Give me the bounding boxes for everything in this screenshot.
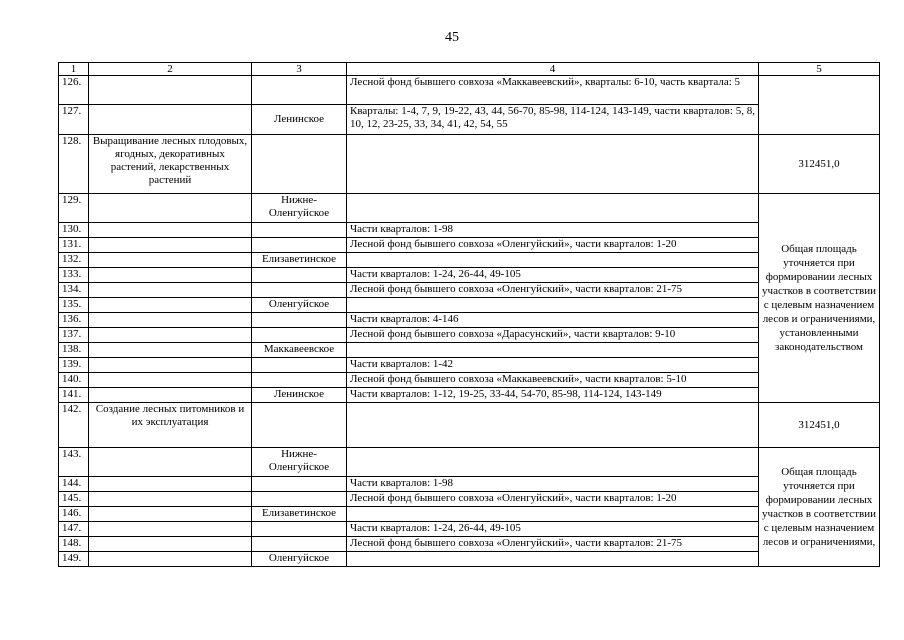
- area-value-cell: 312451,0: [759, 135, 880, 194]
- district-cell: [252, 522, 347, 537]
- usage-type-cell: Выращивание лесных плодовых, ягодных, декоративных растений, лекарственных растений: [89, 135, 252, 194]
- usage-type-cell: [89, 268, 252, 283]
- table-row: [59, 238, 880, 253]
- table-row: [59, 328, 880, 343]
- district-cell: [252, 313, 347, 328]
- table-row: [59, 537, 880, 552]
- district-cell: Ленинское: [252, 105, 347, 135]
- district-cell: Елизаветинское: [252, 507, 347, 522]
- usage-type-cell: Создание лесных питомников и их эксплуатация: [89, 403, 252, 448]
- table-row: [59, 343, 880, 358]
- usage-type-cell: [89, 448, 252, 477]
- table-row: [59, 388, 880, 403]
- row-number: 135.: [59, 298, 89, 313]
- district-cell: [252, 238, 347, 253]
- usage-type-cell: [89, 373, 252, 388]
- district-cell: Ленинское: [252, 388, 347, 403]
- row-number: 136.: [59, 313, 89, 328]
- district-cell: [252, 328, 347, 343]
- row-number: 148.: [59, 537, 89, 552]
- description-cell: Лесной фонд бывшего совхоза «Маккавеевский», кварталы: 6-10, часть квартала: 5: [347, 76, 759, 105]
- row-number: 132.: [59, 253, 89, 268]
- district-cell: [252, 492, 347, 507]
- description-cell: Лесной фонд бывшего совхоза «Оленгуйский», части кварталов: 21-75: [347, 283, 759, 298]
- row-number: 142.: [59, 403, 89, 448]
- column-header-2: 2: [89, 63, 252, 76]
- description-cell: [347, 343, 759, 358]
- table-row: [59, 448, 880, 477]
- description-cell: Лесной фонд бывшего совхоза «Оленгуйский», части кварталов: 21-75: [347, 537, 759, 552]
- district-cell: [252, 135, 347, 194]
- district-cell: [252, 537, 347, 552]
- district-cell: [252, 477, 347, 492]
- header-row: [59, 63, 880, 76]
- usage-type-cell: [89, 253, 252, 268]
- row-number: 130.: [59, 223, 89, 238]
- description-cell: Части кварталов: 1-98: [347, 477, 759, 492]
- row-number: 140.: [59, 373, 89, 388]
- row-number: 137.: [59, 328, 89, 343]
- column-header-3: 3: [252, 63, 347, 76]
- table-row: [59, 283, 880, 298]
- district-cell: [252, 268, 347, 283]
- row-number: 128.: [59, 135, 89, 194]
- table-row: [59, 552, 880, 567]
- usage-type-cell: [89, 358, 252, 373]
- table-row: [59, 223, 880, 238]
- table-row: [59, 477, 880, 492]
- description-cell: Части кварталов: 1-42: [347, 358, 759, 373]
- description-cell: Лесной фонд бывшего совхоза «Дарасунский», части кварталов: 9-10: [347, 328, 759, 343]
- description-cell: Части кварталов: 1-24, 26-44, 49-105: [347, 522, 759, 537]
- table-row: [59, 492, 880, 507]
- area-empty-cell: [759, 76, 880, 135]
- table-row: [59, 403, 880, 448]
- description-cell: Части кварталов: 1-24, 26-44, 49-105: [347, 268, 759, 283]
- district-cell: [252, 76, 347, 105]
- table-row: [59, 313, 880, 328]
- description-cell: Лесной фонд бывшего совхоза «Маккавеевский», части кварталов: 5-10: [347, 373, 759, 388]
- row-number: 149.: [59, 552, 89, 567]
- description-cell: [347, 552, 759, 567]
- forest-use-table: [58, 62, 880, 567]
- description-cell: Части кварталов: 1-98: [347, 223, 759, 238]
- usage-type-cell: [89, 223, 252, 238]
- description-cell: Лесной фонд бывшего совхоза «Оленгуйский», части кварталов: 1-20: [347, 238, 759, 253]
- description-cell: [347, 194, 759, 223]
- row-number: 143.: [59, 448, 89, 477]
- column-header-4: 4: [347, 63, 759, 76]
- district-cell: [252, 373, 347, 388]
- usage-type-cell: [89, 343, 252, 358]
- row-number: 144.: [59, 477, 89, 492]
- table-row: [59, 135, 880, 194]
- district-cell: Оленгуйское: [252, 298, 347, 313]
- table-row: [59, 358, 880, 373]
- usage-type-cell: [89, 507, 252, 522]
- usage-type-cell: [89, 328, 252, 343]
- description-cell: [347, 135, 759, 194]
- usage-type-cell: [89, 522, 252, 537]
- usage-type-cell: [89, 537, 252, 552]
- description-cell: Кварталы: 1-4, 7, 9, 19-22, 43, 44, 56-70, 85-98, 114-124, 143-149, части кварталов: 5, 8, 10, 12, 23-25, 33, 34, 41, 42, 54, 55: [347, 105, 759, 135]
- row-number: 134.: [59, 283, 89, 298]
- usage-type-cell: [89, 298, 252, 313]
- description-cell: [347, 298, 759, 313]
- usage-type-cell: [89, 477, 252, 492]
- table-row: [59, 298, 880, 313]
- description-cell: Части кварталов: 1-12, 19-25, 33-44, 54-70, 85-98, 114-124, 143-149: [347, 388, 759, 403]
- area-note-cell: Общая площадь уточняется при формировании лесных участков в соответствии с целевым назначением лесов и ограничениями, установленными законодательством: [759, 194, 880, 403]
- row-number: 126.: [59, 76, 89, 105]
- usage-type-cell: [89, 76, 252, 105]
- table-row: [59, 522, 880, 537]
- table-row: [59, 268, 880, 283]
- description-cell: Части кварталов: 4-146: [347, 313, 759, 328]
- row-number: 141.: [59, 388, 89, 403]
- description-cell: [347, 253, 759, 268]
- description-cell: [347, 403, 759, 448]
- usage-type-cell: [89, 313, 252, 328]
- page-number: 45: [445, 30, 459, 45]
- usage-type-cell: [89, 194, 252, 223]
- column-header-1: 1: [59, 63, 89, 76]
- usage-type-cell: [89, 552, 252, 567]
- district-cell: [252, 223, 347, 238]
- row-number: 129.: [59, 194, 89, 223]
- row-number: 147.: [59, 522, 89, 537]
- description-cell: [347, 448, 759, 477]
- district-cell: [252, 358, 347, 373]
- table-row: [59, 373, 880, 388]
- district-cell: Елизаветинское: [252, 253, 347, 268]
- usage-type-cell: [89, 492, 252, 507]
- row-number: 138.: [59, 343, 89, 358]
- row-number: 139.: [59, 358, 89, 373]
- table-row: [59, 76, 880, 105]
- table-row: [59, 105, 880, 135]
- district-cell: [252, 403, 347, 448]
- area-value-cell: 312451,0: [759, 403, 880, 448]
- row-number: 133.: [59, 268, 89, 283]
- district-cell: Нижне-Оленгуйское: [252, 194, 347, 223]
- district-cell: Нижне-Оленгуйское: [252, 448, 347, 477]
- usage-type-cell: [89, 388, 252, 403]
- row-number: 131.: [59, 238, 89, 253]
- usage-type-cell: [89, 238, 252, 253]
- description-cell: Лесной фонд бывшего совхоза «Оленгуйский», части кварталов: 1-20: [347, 492, 759, 507]
- table-row: [59, 507, 880, 522]
- description-cell: [347, 507, 759, 522]
- usage-type-cell: [89, 283, 252, 298]
- row-number: 127.: [59, 105, 89, 135]
- district-cell: Маккавеевское: [252, 343, 347, 358]
- column-header-5: 5: [759, 63, 880, 76]
- area-note-cell: Общая площадь уточняется при формировании лесных участков в соответствии с целевым назначением лесов и ограничениями,: [759, 448, 880, 567]
- row-number: 146.: [59, 507, 89, 522]
- row-number: 145.: [59, 492, 89, 507]
- usage-type-cell: [89, 105, 252, 135]
- table-row: [59, 194, 880, 223]
- table-row: [59, 253, 880, 268]
- district-cell: [252, 283, 347, 298]
- district-cell: Оленгуйское: [252, 552, 347, 567]
